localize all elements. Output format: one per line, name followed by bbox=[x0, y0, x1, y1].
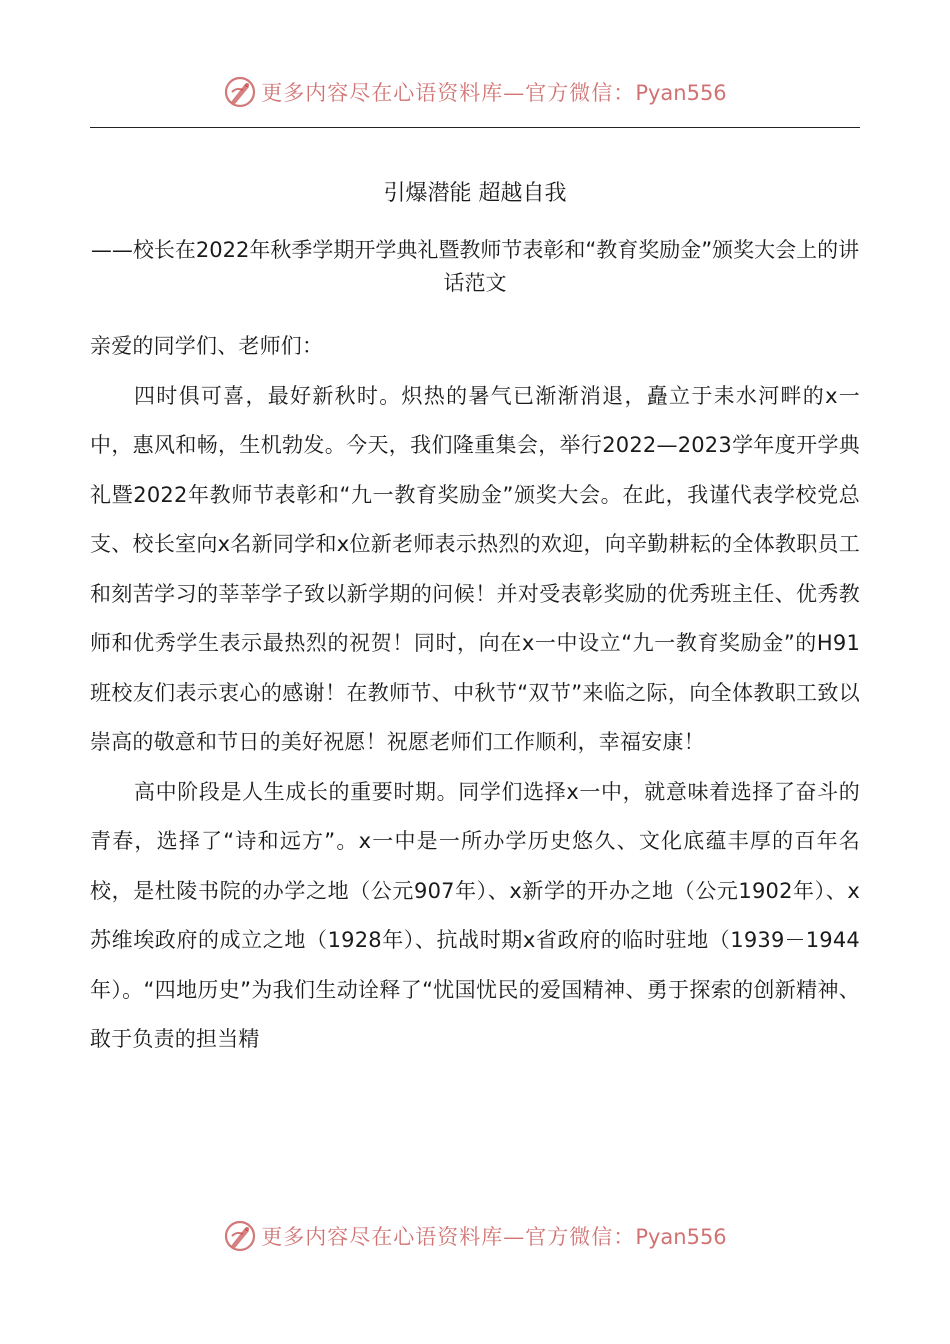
watermark-text bbox=[261, 1221, 726, 1251]
watermark-main-text: 更多内容尽在心语资料库—官方微信： bbox=[261, 81, 636, 105]
header-divider bbox=[90, 127, 860, 128]
body-paragraph: 高中阶段是人生成长的重要时期。同学们选择x一中，就意味着选择了奋斗的青春，选择了“诗和远方”。x一中是一所办学历史悠久、文化底蕴丰厚的百年名校，是杜陵书院的办学之地（公元907年）、x新学的开办之地（公元1902年）、x苏维埃政府的成立之地（1928年）、抗战时期x省政府的临时驻地（1939－1944年）。“四地历史”为我们生动诠释了“忧国忧民的爱国精神、勇于探索的创新精神、敢于负责的担当精 bbox=[90, 779, 860, 1051]
header-watermark bbox=[0, 72, 950, 112]
watermark-main-text: 更多内容尽在心语资料库—官方微信： bbox=[261, 1225, 636, 1249]
pen-logo-icon bbox=[223, 75, 257, 109]
document-subtitle: ——校长在2022年秋季学期开学典礼暨教师节表彰和“教育奖励金”颁奖大会上的讲话范文 bbox=[90, 238, 860, 295]
pen-logo-icon bbox=[223, 1219, 257, 1253]
footer-watermark bbox=[0, 1216, 950, 1256]
document-title: 引爆潜能 超越自我 bbox=[383, 181, 567, 206]
watermark-wechat-id: Pyan556 bbox=[635, 1225, 727, 1249]
document-body bbox=[90, 322, 860, 1065]
watermark-wechat-id: Pyan556 bbox=[635, 81, 727, 105]
body-paragraph: 四时俱可喜，最好新秋时。炽热的暑气已渐渐消退，矗立于耒水河畔的x一中，惠风和畅，生机勃发。今天，我们隆重集会，举行2022—2023学年度开学典礼暨2022年教师节表彰和“九一教育奖励金”颁奖大会。在此，我谨代表学校党总支、校长室向x名新同学和x位新老师表示热烈的欢迎，向辛勤耕耘的全体教职员工和刻苦学习的莘莘学子致以新学期的问候！并对受表彰奖励的优秀班主任、优秀教师和优秀学生表示最热烈的祝贺！同时，向在x一中设立“九一教育奖励金”的H91班校友们表示衷心的感谢！在教师节、中秋节“双节”来临之际，向全体教职工致以崇高的敬意和节日的美好祝愿！祝愿老师们工作顺利，幸福安康！ bbox=[90, 383, 860, 754]
salutation: 亲爱的同学们、老师们： bbox=[90, 334, 324, 358]
watermark-text bbox=[261, 77, 726, 107]
